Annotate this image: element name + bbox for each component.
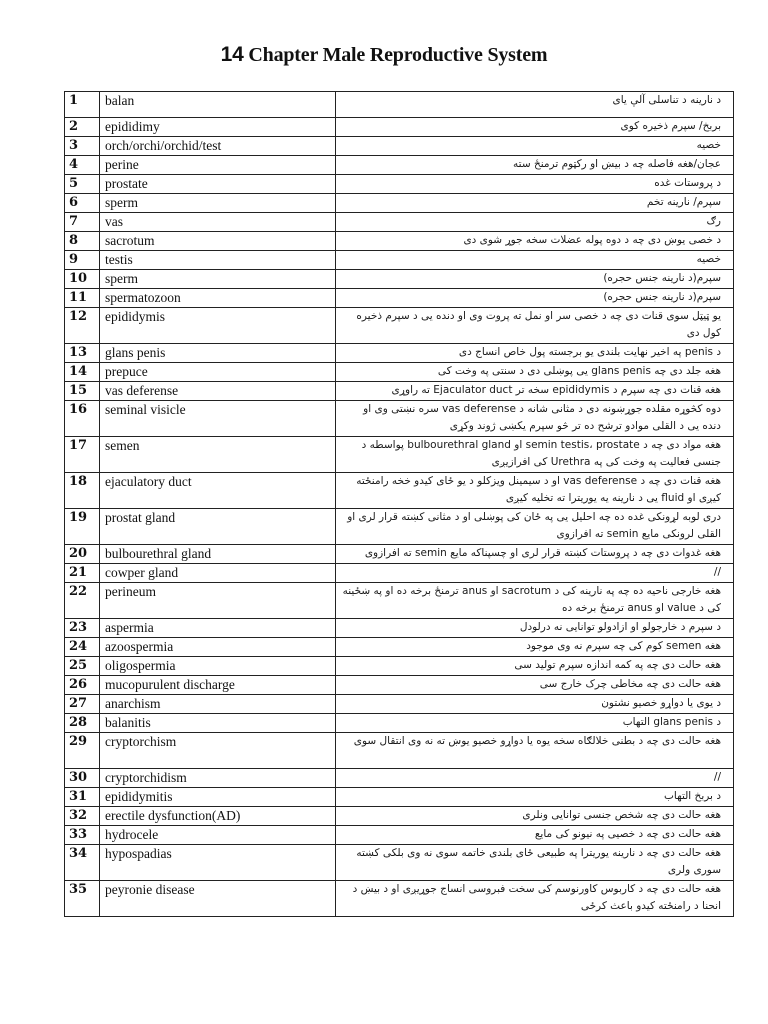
row-number: 23	[65, 619, 100, 638]
table-row	[65, 657, 734, 676]
definition-cell: د نارینه د تناسلی آلې یای	[336, 92, 734, 118]
term-cell: cryptorchism	[100, 733, 336, 769]
table-row	[65, 714, 734, 733]
table-row	[65, 545, 734, 564]
row-number: 5	[65, 175, 100, 194]
definition-cell: هغه semen کوم کی چه سپرم نه وی موجود	[336, 638, 734, 657]
row-number: 4	[65, 156, 100, 175]
definition-cell: بربخ/ سپرم ذخیره کوی	[336, 118, 734, 137]
term-cell: prostat gland	[100, 509, 336, 545]
term-cell: perine	[100, 156, 336, 175]
term-cell: azoospermia	[100, 638, 336, 657]
table-row	[65, 270, 734, 289]
row-number: 7	[65, 213, 100, 232]
term-cell: peyronie disease	[100, 881, 336, 917]
term-cell: epididimy	[100, 118, 336, 137]
table-row	[65, 437, 734, 473]
row-number: 24	[65, 638, 100, 657]
definition-cell: هغه مواد دی چه د semin testis، prostate او bulbourethral gland پواسطه د جنسی فعالیت په وخت کی په Urethra کی افرازیږی	[336, 437, 734, 473]
definition-cell: د یوی یا دواړو خصیو نشتون	[336, 695, 734, 714]
table-row	[65, 175, 734, 194]
table-row	[65, 92, 734, 118]
definition-cell: هغه حالت دی چه مخاطی چرک خارج سی	[336, 676, 734, 695]
term-cell: sperm	[100, 194, 336, 213]
definition-cell: هغه حالت دی چه په کمه اندازه سپرم تولید سی	[336, 657, 734, 676]
term-cell: epididymis	[100, 308, 336, 344]
term-cell: balanitis	[100, 714, 336, 733]
term-cell: ejaculatory duct	[100, 473, 336, 509]
term-cell: vas deferense	[100, 382, 336, 401]
table-row	[65, 137, 734, 156]
definition-cell: هغه حالت دی چه د کاربوس کاورنوسم کی سخت فبروسی انساج جوړیږی او د بیښ د انحنا د رامنځته کیدو باعث کرځی	[336, 881, 734, 917]
definition-cell: سپرم/ نارینه تخم	[336, 194, 734, 213]
definition-cell: د بربخ التهاب	[336, 788, 734, 807]
table-row	[65, 401, 734, 437]
table-row	[65, 638, 734, 657]
term-cell: bulbourethral gland	[100, 545, 336, 564]
term-cell: sacrotum	[100, 232, 336, 251]
row-number: 6	[65, 194, 100, 213]
row-number: 14	[65, 363, 100, 382]
term-cell: balan	[100, 92, 336, 118]
definition-cell: هغه حالت دی چه شخص جنسی توانایی ونلری	[336, 807, 734, 826]
definition-cell: هغه جلد دی چه glans penis یی پوښلی دی د سنتی په وخت کی	[336, 363, 734, 382]
table-row	[65, 564, 734, 583]
definition-cell: هغه خارجی ناحیه ده چه په نارینه کی د sacrotum او anus ترمنځ برخه ده او په ښځینه کی د value او anus ترمنځ برخه ده	[336, 583, 734, 619]
row-number: 12	[65, 308, 100, 344]
definition-cell: //	[336, 769, 734, 788]
term-cell: oligospermia	[100, 657, 336, 676]
table-row	[65, 473, 734, 509]
row-number: 16	[65, 401, 100, 437]
row-number: 31	[65, 788, 100, 807]
definition-cell: خصیه	[336, 251, 734, 270]
table-row	[65, 619, 734, 638]
definition-cell: رګ	[336, 213, 734, 232]
definition-cell: یو ټیټل سوی قنات دی چه د خصی سر او نمل ته پروت وی او دنده یی د سپرم ذخیره کول دی	[336, 308, 734, 344]
row-number: 26	[65, 676, 100, 695]
definition-cell: هغه حالت دی چه د خصیی په نیونو کی مایع	[336, 826, 734, 845]
row-number: 25	[65, 657, 100, 676]
table-row	[65, 826, 734, 845]
table-row	[65, 251, 734, 270]
definition-cell: هغه غدوات دی چه د پروستات کښته قرار لری او چسپناکه مایع semin ته افرازوی	[336, 545, 734, 564]
table-row	[65, 118, 734, 137]
row-number: 1	[65, 92, 100, 118]
table-row	[65, 676, 734, 695]
term-cell: epididymitis	[100, 788, 336, 807]
table-row	[65, 733, 734, 769]
definition-cell: سپرم(د نارینه جنس حجره)	[336, 270, 734, 289]
table-row	[65, 881, 734, 917]
row-number: 28	[65, 714, 100, 733]
table-row	[65, 344, 734, 363]
row-number: 19	[65, 509, 100, 545]
row-number: 33	[65, 826, 100, 845]
row-number: 32	[65, 807, 100, 826]
table-row	[65, 788, 734, 807]
term-cell: semen	[100, 437, 336, 473]
definition-cell: دری لوبه لړونکی غده ده چه احلیل یی په ځان کی پوښلی او د مثانی کښته قرار لری او القلی لرونکی مایع semin ته افرازوی	[336, 509, 734, 545]
term-cell: anarchism	[100, 695, 336, 714]
row-number: 34	[65, 845, 100, 881]
term-cell: perineum	[100, 583, 336, 619]
definition-cell: هغه قنات دی چه سپرم د epididymis سخه تر Ejaculator duct ته راوړی	[336, 382, 734, 401]
table-row	[65, 213, 734, 232]
chapter-number: 14	[220, 43, 244, 66]
term-cell: vas	[100, 213, 336, 232]
term-cell: orch/orchi/orchid/test	[100, 137, 336, 156]
vocabulary-table	[64, 91, 734, 917]
page-title	[0, 43, 768, 67]
definition-cell: د خصی یوښ دی چه د دوه پوله عضلات سخه جوړ شوی دی	[336, 232, 734, 251]
table-row	[65, 769, 734, 788]
chapter-title: Chapter Male Reproductive System	[248, 44, 548, 66]
definition-cell: د پروستات غده	[336, 175, 734, 194]
row-number: 10	[65, 270, 100, 289]
row-number: 2	[65, 118, 100, 137]
term-cell: sperm	[100, 270, 336, 289]
row-number: 22	[65, 583, 100, 619]
definition-cell: هغه قنات دی چه د vas deferense او د سیمینل ویزکلو د یو ځای کیدو خخه رامنځته کیږی او fluid یی د نارینه یه یوریترا ته تخلیه کیږی	[336, 473, 734, 509]
table-row	[65, 194, 734, 213]
row-number: 29	[65, 733, 100, 769]
definition-cell: د penis په اخیر نهایت بلندی یو برجسته پول خاص انساج دی	[336, 344, 734, 363]
row-number: 11	[65, 289, 100, 308]
table-row	[65, 807, 734, 826]
definition-cell: هغه حالت دی چه د نارینه یوریترا په طبیعی ځای بلندی خاتمه سوی نه وی بلکی کښته سوری ولری	[336, 845, 734, 881]
row-number: 30	[65, 769, 100, 788]
row-number: 9	[65, 251, 100, 270]
definition-cell: سپرم(د نارینه جنس حجره)	[336, 289, 734, 308]
table-row	[65, 695, 734, 714]
row-number: 20	[65, 545, 100, 564]
table-row	[65, 289, 734, 308]
term-cell: spermatozoon	[100, 289, 336, 308]
definition-cell: د glans penis التهاب	[336, 714, 734, 733]
term-cell: hypospadias	[100, 845, 336, 881]
term-cell: cowper gland	[100, 564, 336, 583]
term-cell: testis	[100, 251, 336, 270]
definition-cell: عجان/هغه فاصله چه د بیښ او رکټوم ترمنځ سته	[336, 156, 734, 175]
table-row	[65, 156, 734, 175]
row-number: 27	[65, 695, 100, 714]
definition-cell: دوه کڅوړه مقلده جوړښونه دی د مثانی شانه د vas deferense سره نښتی وی او دنده یی د القلی موادو ترشح ده تر څو سپرم یکښی ژوند وکړی	[336, 401, 734, 437]
term-cell: prepuce	[100, 363, 336, 382]
term-cell: aspermia	[100, 619, 336, 638]
term-cell: glans penis	[100, 344, 336, 363]
row-number: 8	[65, 232, 100, 251]
row-number: 17	[65, 437, 100, 473]
table-row	[65, 509, 734, 545]
definition-cell: د سپرم د خارجولو او ازادولو توانایی نه درلودل	[336, 619, 734, 638]
term-cell: hydrocele	[100, 826, 336, 845]
term-cell: mucopurulent discharge	[100, 676, 336, 695]
table-row	[65, 308, 734, 344]
table-row	[65, 382, 734, 401]
table-row	[65, 363, 734, 382]
row-number: 21	[65, 564, 100, 583]
table-row	[65, 845, 734, 881]
row-number: 3	[65, 137, 100, 156]
row-number: 35	[65, 881, 100, 917]
table-row	[65, 583, 734, 619]
row-number: 18	[65, 473, 100, 509]
term-cell: prostate	[100, 175, 336, 194]
term-cell: seminal visicle	[100, 401, 336, 437]
term-cell: cryptorchidism	[100, 769, 336, 788]
table-row	[65, 232, 734, 251]
row-number: 15	[65, 382, 100, 401]
definition-cell: هغه حالت دی چه د بطنی خلالګاه سخه یوه یا دواړو خصیو یوښ ته نه وی انتقال سوی	[336, 733, 734, 769]
row-number: 13	[65, 344, 100, 363]
definition-cell: //	[336, 564, 734, 583]
definition-cell: خصیه	[336, 137, 734, 156]
term-cell: erectile dysfunction(AD)	[100, 807, 336, 826]
